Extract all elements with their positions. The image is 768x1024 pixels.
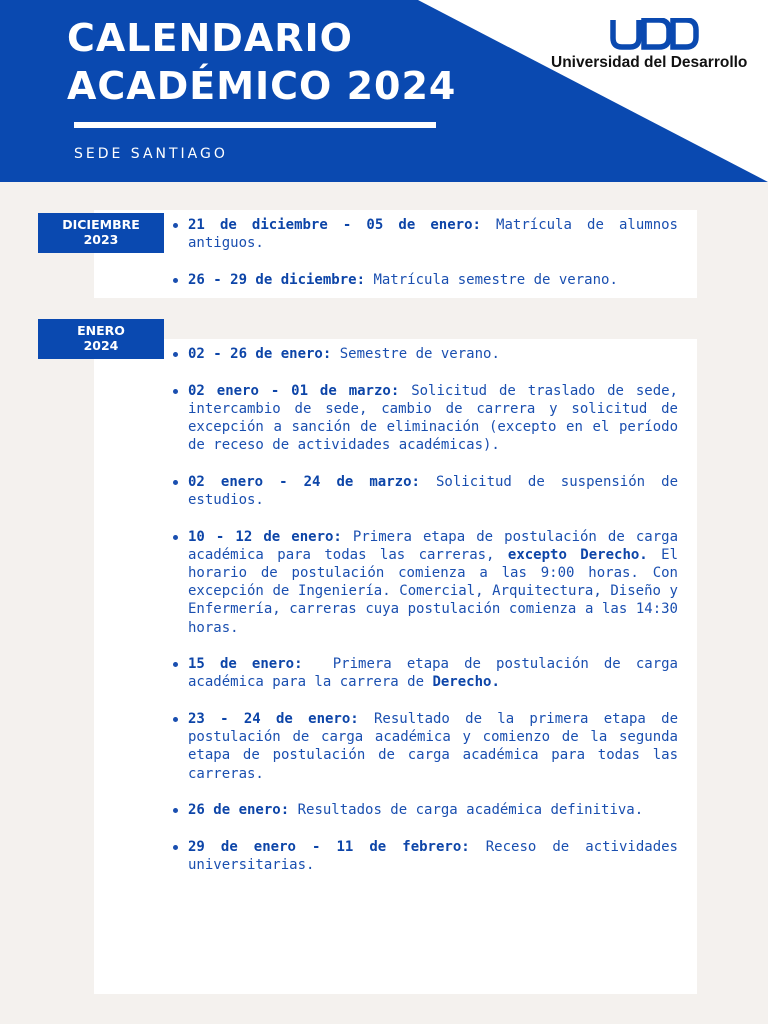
event-text: Matrícula semestre de verano. [365, 271, 618, 288]
header [0, 0, 768, 182]
event-text: Solicitud de traslado de sede, intercambio de sede, cambio de carrera y solicitud de excepción a sanción de eliminación (excepto en el período de receso de actividades académicas). [188, 382, 678, 454]
event-text: Primera etapa de postulación de carga académica para la carrera de [188, 656, 687, 691]
list-item [188, 838, 678, 874]
list-item [188, 271, 678, 289]
list-item [188, 382, 678, 455]
month-label: DICIEMBRE [62, 217, 140, 232]
list-item [188, 528, 678, 637]
month-label: ENERO [77, 323, 125, 338]
event-text: Matrícula de alumnos antiguos. [188, 217, 678, 252]
event-emphasis: excepto Derecho. [507, 546, 648, 563]
event-date: 02 enero - 24 de marzo: [188, 473, 420, 490]
event-date: 10 - 12 de enero: [188, 528, 342, 545]
list-item [188, 655, 687, 691]
event-text: Receso de actividades universitarias. [188, 838, 678, 873]
event-date: 02 enero - 01 de marzo: [188, 382, 400, 399]
event-date: 15 de enero: [188, 656, 303, 673]
title-line-1: CALENDARIO [67, 16, 353, 60]
udd-logo-icon [610, 18, 700, 50]
page-title [67, 14, 456, 110]
event-date: 02 - 26 de enero: [188, 346, 332, 362]
event-text: Solicitud de suspensión de estudios. [188, 473, 678, 508]
event-date: 29 de enero - 11 de febrero: [188, 838, 470, 855]
logo-text: Universidad del Desarrollo [551, 54, 748, 71]
event-emphasis: Derecho. [432, 674, 500, 691]
event-date: 26 de enero: [188, 802, 290, 819]
list-item [188, 801, 678, 819]
year-label: 2023 [83, 232, 119, 247]
event-text: Resultados de carga académica definitiva. [289, 802, 644, 819]
event-date: 26 - 29 de diciembre: [188, 271, 366, 288]
university-logo [548, 18, 766, 74]
event-text: Resultado de la primera etapa de postulación de carga académica y comienzo de la segunda etapa de postulación de carga académica para todas las carreras. [188, 711, 678, 782]
event-text-continued: El horario de postulación comienza a las 9:00 horas. Con excepción de Ingeniería. Comercial, Arquitectura, Diseño y Enfermería, carreras cuya postulación comienza a las 14:30 horas. [188, 546, 678, 636]
month-tag-diciembre [38, 213, 164, 253]
year-label: 2024 [83, 338, 119, 353]
list-item [188, 473, 678, 509]
title-line-2: ACADÉMICO 2024 [67, 64, 457, 108]
event-list-enero [188, 345, 687, 893]
title-underline [74, 122, 436, 128]
event-text: Primera etapa de postulación de carga académica para todas las carreras, [188, 528, 678, 563]
list-item [188, 710, 678, 783]
list-item [188, 345, 678, 363]
event-list-diciembre [188, 216, 678, 307]
event-date: 23 - 24 de enero: [188, 711, 359, 727]
month-tag-enero [38, 319, 164, 359]
list-item [188, 216, 678, 252]
event-date: 21 de diciembre - 05 de enero: [188, 217, 481, 233]
event-text: Semestre de verano. [331, 346, 500, 362]
campus-subtitle: SEDE SANTIAGO [74, 146, 228, 162]
